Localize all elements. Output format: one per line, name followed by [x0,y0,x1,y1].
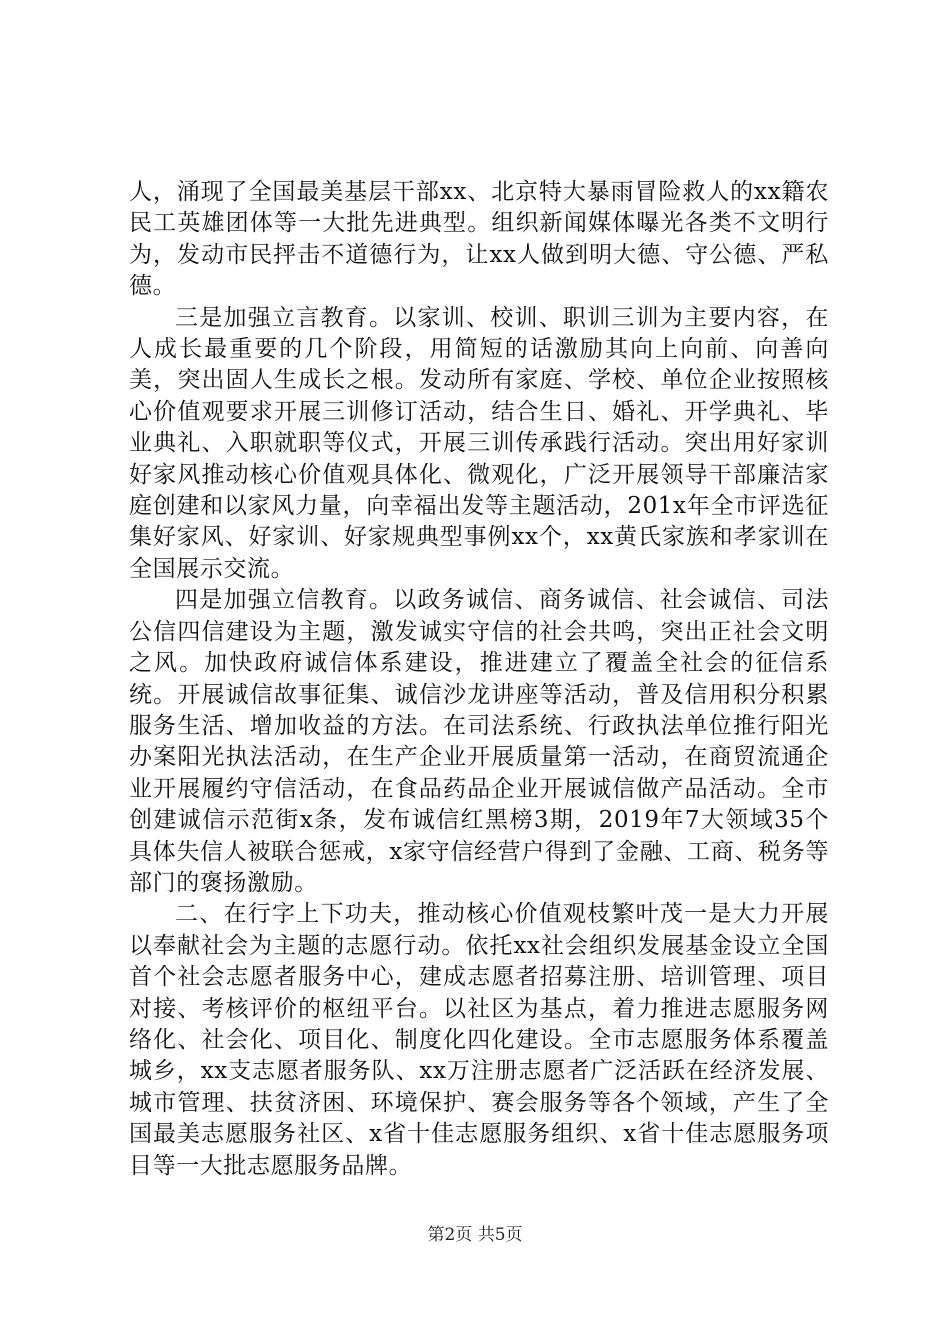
paragraph-4: 二、在行字上下功夫，推动核心价值观枝繁叶茂一是大力开展以奉献社会为主题的志愿行动。依托xx社会组织发展基金设立全国首个社会志愿者服务中心，建成志愿者招募注册、培训管理、项目对接、考核评价的枢纽平台。以社区为基点，着力推进志愿服务网络化、社会化、项目化、制度化四化建设。全市志愿服务体系覆盖城乡，xx支志愿者服务队、xx万注册志愿者广泛活跃在经济发展、城市管理、扶贫济困、环境保护、赛会服务等各个领域，产生了全国最美志愿服务社区、x省十佳志愿服务组织、x省十佳志愿服务项目等一大批志愿服务品牌。 [129,901,829,1179]
page-number-footer: 第2页 共5页 [427,1225,523,1245]
paragraph-3: 四是加强立信教育。以政务诚信、商务诚信、社会诚信、司法公信四信建设为主题，激发诚实守信的社会共鸣，突出正社会文明之风。加快政府诚信体系建设，推进建立了覆盖全社会的征信系统。开展诚信故事征集、诚信沙龙讲座等活动，普及信用积分积累服务生活、增加收益的方法。在司法系统、行政执法单位推行阳光办案阳光执法活动，在生产企业开展质量第一活动，在商贸流通企业开展履约守信活动，在食品药品企业开展诚信做产品活动。全市创建诚信示范街x条，发布诚信红黑榜3期，2019年7大领域35个具体失信人被联合惩戒，x家守信经营户得到了金融、工商、税务等部门的褒扬激励。 [129,587,829,896]
paragraph-2: 三是加强立言教育。以家训、校训、职训三训为主要内容，在人成长最重要的几个阶段，用简短的话激励其向上向前、向善向美，突出固人生成长之根。发动所有家庭、学校、单位企业按照核心价值观要求开展三训修订活动，结合生日、婚礼、开学典礼、毕业典礼、入职就职等仪式，开展三训传承践行活动。突出用好家训好家风推动核心价值观具体化、微观化，广泛开展领导干部廉洁家庭创建和以家风力量，向幸福出发等主题活动，201x年全市评选征集好家风、好家训、好家规典型事例xx个，xx黄氏家族和孝家训在全国展示交流。 [129,304,829,582]
paragraph-1: 人，涌现了全国最美基层干部xx、北京特大暴雨冒险救人的xx籍农民工英雄团体等一大批先进典型。组织新闻媒体曝光各类不文明行为，发动市民抨击不道德行为，让xx人做到明大德、守公德、严私德。 [129,179,830,300]
body-text [129,177,829,1182]
